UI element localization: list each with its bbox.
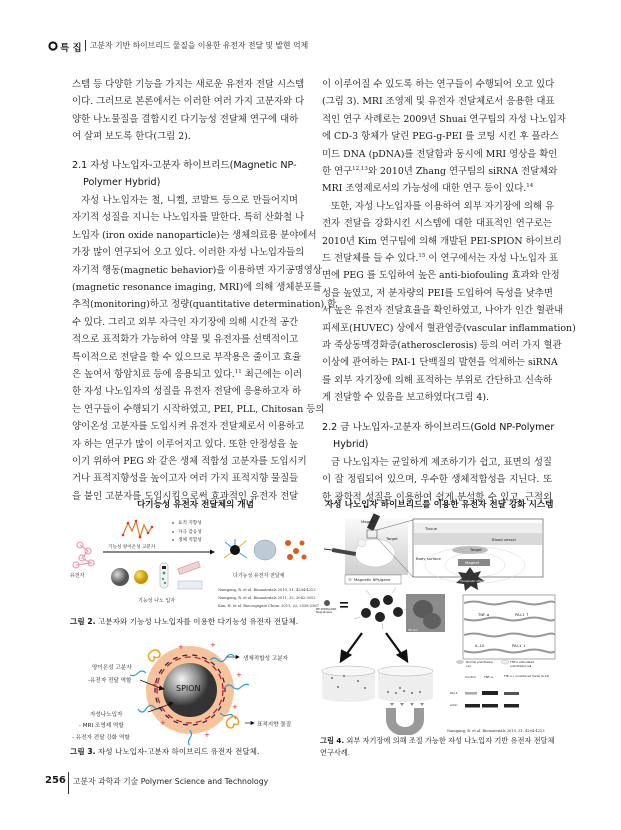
figure-2-number: 그림 2. — [70, 617, 96, 626]
journal-name: 고분자 과학과 기술 Polymer Science and Technology — [73, 777, 269, 786]
section-heading-line: 2.2 금 나노입자-고분자 하이브리드(Gold NP-Polymer — [322, 422, 555, 433]
figure-4-caption — [320, 736, 554, 746]
gene-delivery-role-label: -유전자 전달 역할 — [88, 678, 132, 684]
svg-text:+: + — [152, 681, 158, 689]
body-text-line: 전자 전달을 강화시킨 시스템에 대한 대표적인 연구로는 — [322, 218, 552, 230]
magnetic-np-label: 자성나노입자 — [90, 712, 123, 718]
gene-icon — [73, 542, 94, 568]
tissue-label: Tissue — [425, 526, 437, 531]
western-blot — [465, 691, 519, 708]
normal-cell-label: Normal endothelial cell — [466, 660, 493, 668]
magnetoplex-cluster-icon — [354, 588, 410, 629]
footer-divider — [68, 772, 69, 794]
text-segment: 한 연구 — [322, 166, 353, 177]
figure-4-illustration — [310, 495, 570, 735]
pai-up-label: PAI-1 ↑ — [515, 612, 529, 617]
blot-row-actin: actin — [450, 703, 458, 707]
biocompatible-polymer-label: 생체적합성 고분자 — [243, 656, 289, 662]
body-text-line: 자 하는 연구가 많이 이루어지고 있다. 또한 안정성을 높 — [72, 438, 299, 450]
therapeutic-effect-label: Therapeutic effect — [460, 580, 484, 583]
body-text-line: 에 CD-3 항체가 달린 PEG-g-PEI 를 코팅 시킨 후 플라스 — [322, 131, 559, 143]
blood-vessel-band — [414, 533, 542, 545]
body-text-line: 게 전달할 수 있음을 보고하였다(그림 4). — [322, 392, 490, 404]
body-text-line: 적인 연구 사례로는 2009년 Shuai 연구팀의 자성 나노입자 — [322, 113, 566, 125]
text-segment: 최근에는 이러 — [241, 369, 303, 380]
body-text-line: 자기적 성질을 지니는 나노입자를 말한다. 특히 산화철 나 — [72, 212, 305, 224]
section-heading-line: Hybrid) — [333, 439, 369, 451]
blot-col-control: Control — [465, 675, 476, 679]
cationic-polymer-label: 양이온성 고분자 — [92, 665, 132, 671]
svg-text:+: + — [236, 671, 242, 679]
body-text-line: 여 살펴 보도록 한다(그림 2). — [72, 131, 191, 143]
footnote-reference[interactable]: 12,13 — [352, 166, 368, 172]
bullet-targeting: 표적 지향성 — [178, 521, 202, 526]
footnote-reference[interactable]: 14 — [526, 183, 534, 190]
target-label: Target — [386, 536, 398, 541]
body-text-line: 특이적으로 전달을 할 수 있으므로 부작용은 줄이고 효율 — [72, 351, 302, 363]
body-text-line: 자성 나노입자는 철, 니켈, 코발트 등으로 만들어지며 — [81, 195, 298, 206]
svg-text:+: + — [204, 731, 210, 739]
nanoparticle-label: 기능성 나노 입자 — [138, 598, 175, 604]
body-text-line: 과 죽상동맥경화증(atherosclerosis) 등의 여러 가지 혈관 — [322, 340, 562, 351]
figure-3-number: 그림 3. — [70, 747, 96, 756]
text-segment: 와 2010년 Zhang 연구팀의 siRNA 전달체와 — [367, 166, 558, 177]
figure-2-caption-text: 고분자와 기능성 나노입자를 이용한 다기능성 유전자 전달체. — [97, 617, 299, 626]
figure-4-ref: Namgung, R. et al. Biomaterials 2010, 31, 4204-4213 — [447, 729, 545, 733]
figure-2-title: 다기능성 유전자 전달체의 개념 — [137, 500, 254, 510]
il10-label: IL-10 — [475, 643, 485, 648]
figure-3-caption-text: 자성 나노입자-고분자 하이브리드 유전자 전달체. — [97, 747, 260, 756]
header-title: 고분자 기반 하이브리드 물질을 이용한 유전자 전달 및 발현 억제 — [90, 41, 309, 50]
body-text-line: 자기적 행동(magnetic behavior)을 이용하면 자기공명영상 — [72, 264, 322, 276]
body-text-line: 면에 PEG 를 도입하여 높은 anti-biofouling 효과와 안정 — [322, 270, 560, 282]
svg-text:+: + — [232, 703, 238, 711]
body-text-line — [72, 368, 303, 382]
culture-dish-2 — [378, 666, 433, 706]
body-text-line: 거나 표적지향성을 높이고자 여러 가지 표적지향 물질들 — [72, 473, 299, 485]
target-inset-label: Target — [470, 547, 482, 552]
magnetoplex-label: PEI-SPION/pDNA Magnetoplex — [316, 608, 337, 614]
spion-label: SPION — [176, 684, 201, 693]
body-text-line: 금 나노입자는 균일하게 제조하기가 쉽고, 표면의 성질 — [331, 457, 552, 468]
bullet-stimuli-responsive: 자극 감응성 — [178, 530, 202, 535]
circle-bullet-icon — [48, 41, 58, 51]
figure-2-ref-2: Namgung, R. et al. Biomaterials 2011, 32, 3042-3052 — [218, 596, 316, 600]
header-divider — [85, 40, 86, 51]
body-text-line: 추적(monitoring)하고 정량(quantitative determination) 할 — [72, 299, 337, 311]
text-segment: 드 전달체를 들 수 있다. — [322, 253, 419, 264]
body-text-line: 2010년 Kim 연구팀에 의해 개발된 PEI-SPION 하이브리 — [322, 235, 562, 247]
body-text-line: 수 있다. 그리고 외부 자극인 자기장에 의해 시간적 공간 — [72, 316, 299, 328]
text-segment: 은 높여서 항암치료 등에 응용되고 있다. — [72, 369, 235, 380]
body-text-line: 이상에 관여하는 PAI-1 단백질의 발현을 억제하는 siRNA — [322, 357, 558, 369]
body-text-line: 이다. 그러므로 본론에서는 이러한 여러 가지 고분자와 다 — [72, 96, 305, 108]
blot-col-tnf-il10: TNF-α + Conditioned media (IL-10) — [504, 675, 550, 678]
body-text-line: 한 자성 나노입자의 성질을 유전자 전달에 응용하고자 하 — [72, 386, 302, 398]
arrow-icon — [103, 550, 215, 555]
delivery-arrows-icon — [341, 633, 407, 661]
tnf-label: TNF-α — [478, 612, 490, 617]
svg-text:+: + — [160, 719, 166, 727]
blood-vessel-label: Blood vessel — [492, 537, 516, 542]
figure-2-ref-3: Kim, H. et al. Bioconjugate Chem. 2011, 22, 2558-2567 — [218, 604, 319, 608]
culture-dish-1 — [322, 666, 375, 702]
body-surface-label: Body surface — [416, 556, 441, 561]
gold-particle-icon — [134, 570, 148, 584]
scale-bar-label: 50 nm — [408, 628, 418, 632]
cationic-polymer-icon — [122, 520, 154, 539]
figure-3-caption — [70, 746, 259, 757]
figure-4-caption-line-2: 연구사례. — [320, 748, 351, 757]
gene-label: 유전자 — [70, 573, 85, 579]
body-text-line: 를 외부 자기장에 의해 표적하는 부위로 간단하고 신속하 — [322, 374, 552, 386]
body-text-line: 적으로 표적화가 가능하여 약물 및 유전자를 선택적이고 — [72, 334, 299, 346]
body-text-line — [322, 252, 559, 266]
product-nanocarrier-icon — [224, 539, 307, 560]
figure-2-ref-1: Namgung, R. et al. Biomaterials 2010, 31, 4204-4213 — [218, 588, 316, 592]
footnote-reference[interactable]: 15 — [418, 253, 426, 259]
mri-role-label: - MRI 조영제 역할 — [79, 723, 124, 729]
footnote-reference[interactable]: 11 — [234, 369, 242, 375]
stimulated-cell-label: TNF-α stimulated endothelial cell — [510, 660, 535, 668]
body-text-line: 피세포(HUVEC) 상에서 혈관염증(vascular inflammation) — [322, 322, 576, 334]
page-number: 256 — [45, 775, 66, 786]
body-text-line: 노입자 (iron oxide nanoparticle)는 생체의료용 분야에서 — [72, 229, 317, 241]
bullet-biocompatible: 생체 적합성 — [178, 538, 202, 543]
magnet-inset-label: Magnet — [465, 560, 480, 565]
blot-col-tnf: TNF-α — [484, 675, 493, 679]
section-heading-line: 2.1 자성 나노입자-고분자 하이브리드(Magnetic NP- — [72, 160, 297, 171]
svg-text:+: + — [178, 643, 184, 651]
body-text-line — [322, 165, 558, 179]
blot-row-pai1: PAI-1 — [450, 691, 458, 695]
body-text-line: 양이온성 고분자를 도입시켜 유전자 전달체로서 이용하고 — [72, 421, 305, 433]
body-text-line: 을 붙인 고분자를 도입시킴으로써 효과적인 유전자 전달 — [72, 490, 299, 502]
body-text-line: 미드 DNA (pDNA)를 전달함과 동시에 MRI 영상을 확인 — [322, 148, 558, 160]
body-text-line: 한 광학적 성질을 이용하여 쉽게 분석할 수 있고, 근적외 — [322, 491, 552, 503]
body-text-line: 이 이루어질 수 있도록 하는 연구들이 수행되어 오고 있다 — [322, 79, 555, 90]
body-text-line: 양한 나노물질을 결합시킨 다기능성 전달체 연구에 대하 — [72, 113, 299, 125]
magnet-label: Magnet — [361, 519, 376, 524]
body-text-line: 이기 위하여 PEG 와 같은 생체 적합성 고분자를 도입시키 — [72, 456, 307, 467]
targeting-ligand-label: 표적지향 물질 — [257, 722, 292, 728]
nanotube-icon — [160, 563, 168, 588]
figure-4-caption-text: 외부 자기장에 의해 조절 가능한 자성 나노입자 기반 유전자 전달체 — [346, 736, 555, 745]
pai-down-label: PAI-1 ↓ — [512, 643, 526, 648]
body-text-line — [322, 182, 552, 196]
figure-4-title: 자성 나노입자 하이브리드를 이용한 유전자 전달 강화 시스템 — [325, 500, 554, 510]
body-text-line: 또한, 자성 나노입자를 이용하여 외부 자기장에 의해 유 — [331, 200, 555, 212]
product-label: 다기능성 유전자 전달체 — [233, 573, 285, 579]
body-text-line: 스템 등 다양한 기능을 가지는 새로운 유전자 전달 시스템 — [72, 79, 305, 90]
body-text-line: 는 연구들이 수행되기 시작하였고, PEI, PLL, Chitosan 등의 — [72, 403, 325, 415]
body-text-line: (그림 3). MRI 조영제 및 유전자 전달체로서 응용한 대표 — [322, 96, 555, 108]
u-magnet-icon — [386, 708, 424, 735]
body-text-line: (magnetic resonance imaging, MRI)에 의해 생체분포를 — [72, 282, 322, 293]
body-text-line: 가장 많이 연구되어 오고 있다. 이러한 자성 나노입자들의 — [72, 247, 305, 259]
body-text-line: 서 높은 유전자 전달효율을 확인하였고, 나아가 인간 혈관내 — [322, 305, 564, 317]
nanosheet-icon — [178, 561, 202, 589]
iron-oxide-particle-icon — [111, 568, 129, 586]
section-label: 특 집 — [60, 43, 82, 54]
text-segment: 이 연구에서는 자성 나노입자 표 — [425, 253, 559, 264]
figure-4-number: 그림 4. — [320, 736, 345, 745]
legend-label: Magnetic NPs/gene — [354, 577, 391, 582]
body-text-line: 이 잘 정립되어 있으며, 우수한 생체적합성을 지닌다. 또 — [322, 474, 552, 486]
body-text-line: 성을 높였고, 저 분자량의 PEI를 도입하여 독성을 낮추면 — [322, 287, 553, 299]
arrow-label: 기능성 양이온성 고분자 — [108, 545, 156, 550]
delivery-enhance-role-label: - 유전자 전달 강화 역할 — [72, 735, 130, 741]
bullet-dots-icon — [172, 522, 174, 541]
svg-text:+: + — [210, 641, 216, 649]
equals-icon — [340, 602, 348, 608]
section-heading-line: Polymer Hybrid) — [83, 177, 161, 189]
text-segment: MRI 조영제로서의 가능성에 대한 연구 등이 있다. — [322, 183, 527, 195]
